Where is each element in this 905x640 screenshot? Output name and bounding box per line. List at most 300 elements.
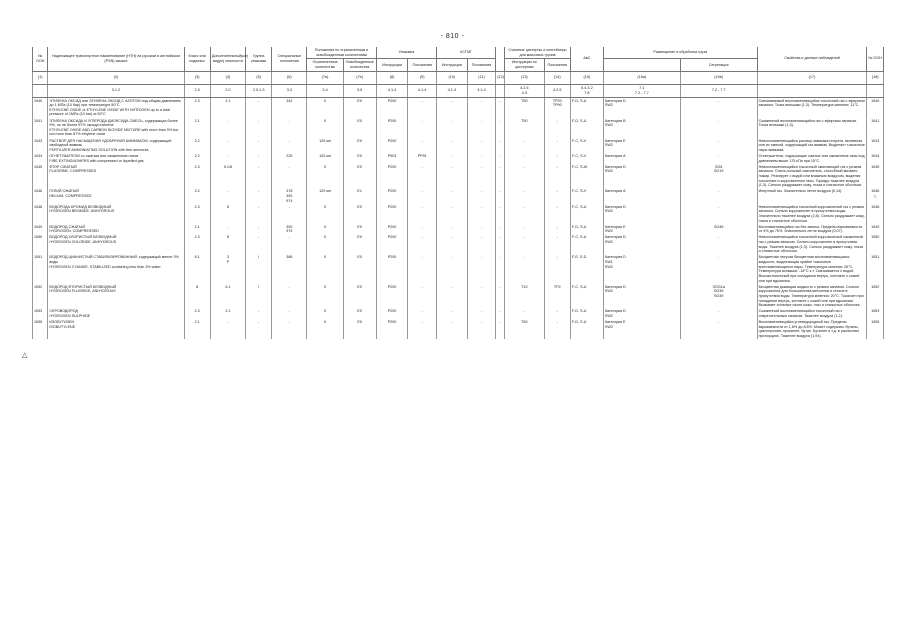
cell-packing-instr: P200 [376,224,408,235]
cell-subsidiary-risk: - [210,224,245,235]
cell-shipping-name: ВОДОРОД ХЛОРИСТЫЙ БЕЗВОДНЫЙ HYDROGEN CHLORIDE, ANHYDROUS [48,234,184,254]
cell-segregation: SG6 SG19 [680,164,757,189]
cell-stowage: Категория D SW2 [603,308,680,319]
header-limited: Ограниченные количества [307,59,343,71]
cell-subsidiary-risk: - [210,118,245,138]
cell-ibc-prov: - [467,153,496,164]
column-number: (10) [437,71,468,84]
cell-un-number: 1045 [33,164,48,189]
cell-tank-instr: T50 [505,319,545,339]
cell-tank-prov: - [544,153,570,164]
cell-subsidiary-risk: - [210,188,245,203]
cell-un-number: 1041 [33,118,48,138]
cell-ems: F-C, S-V [570,188,603,203]
cell-ibc-instr: - [437,234,468,254]
cell-tank-prov: - [544,224,570,235]
cell-tank-prov: - [544,138,570,153]
cell-special-provisions: - [272,319,307,339]
cell-stowage: Категория A [603,188,680,203]
cell-packing-group: I [245,284,271,309]
cell-class: 2.3 [184,204,210,224]
cell-tank-prov: - [544,319,570,339]
cell-blank: - [496,164,505,189]
column-number: (2) [48,71,184,84]
cell-ibc-prov: - [467,254,496,283]
cell-segregation: - [680,188,757,203]
cell-excepted-qty: E0 [343,153,376,164]
column-reference [757,84,867,97]
column-reference: 2.0.1.3 [245,84,271,97]
cell-excepted-qty: E0 [343,234,376,254]
table-row [33,138,884,153]
cell-limited-qty: 0 [307,284,343,309]
header-stowage: Размещение и обработка груза [603,47,757,59]
column-reference: 2.0 [184,84,210,97]
cell-un-number: 1043 [33,138,48,153]
cell-class: 2.3 [184,234,210,254]
cell-segregation: - [680,234,757,254]
cell-un-number-right: 1055 [867,319,884,339]
cell-properties: Сжиженный воспламеняющийся токсичный газ с отвратительным запахом. Тяжелее воздуха (1,2). [757,308,867,319]
cell-shipping-name: ФТОР СЖАТЫЙ FLUORINE, COMPRESSED [48,164,184,189]
cell-subsidiary-risk: 3 P [210,254,245,283]
cell-shipping-name: ВОДОРОДА БРОМИД БЕЗВОДНЫЙ HYDROGEN BROMIDE, ANHYDROUS [48,204,184,224]
cell-packing-group: - [245,153,271,164]
cell-un-number: 1052 [33,284,48,309]
cell-blank: - [496,308,505,319]
cell-ems: F-C, S-V [570,153,603,164]
cell-special-provisions: - [272,284,307,309]
cell-special-provisions: 378 392 974 [272,188,307,203]
cell-packing-group: - [245,164,271,189]
column-number-row [33,71,884,84]
column-number: (9) [408,71,437,84]
cell-packing-instr: P200 [376,138,408,153]
header-tanks: Съемные цистерны и контейнеры для массовых грузов [505,47,571,59]
cell-ibc-instr: - [437,204,468,224]
cell-class: 2.3 [184,308,210,319]
cell-shipping-name: ВОДОРОД ФТОРИСТЫЙ БЕЗВОДНЫЙ HYDROGEN FLUORIDE, ANHYDROUS [48,284,184,309]
cell-ems: F-C, S-U [570,234,603,254]
cell-stowage: Категория B SW2 [603,118,680,138]
cell-class: 6.1 [184,254,210,283]
cell-shipping-name: РАСТВОР ДЛЯ НАСЫЩЕНИЯ УДОБРЕНИЯ АММИАКОМ, содержащий свободный аммиак FERTILIZER AMMONIATING SOLUTION with free ammonia [48,138,184,153]
cell-packing-prov: - [408,308,437,319]
column-number: (6) [272,71,307,84]
cell-limited-qty: 0 [307,97,343,118]
cell-un-number-right: 1050 [867,234,884,254]
cell-segregation: - [680,319,757,339]
cell-ibc-prov: - [467,164,496,189]
header-tank-prov: Положения [544,59,570,71]
header-un-right: № ООН [867,47,884,71]
cell-tank-instr: - [505,164,545,189]
cell-packing-group: - [245,224,271,235]
cell-ibc-instr: - [437,138,468,153]
page-number: - 810 - [440,33,465,40]
cell-tank-instr: T10 [505,284,545,309]
table-row [33,164,884,189]
cell-stowage: Категория D SW2 [603,284,680,309]
cell-properties: Невоспламеняющийся раствор аммиака нитрата, мочевины или их смесей, содержащий газ аммиак. Выделяет токсичные пары аммиака. [757,138,867,153]
table-row [33,153,884,164]
column-reference: 3.4 [307,84,343,97]
cell-packing-instr: P200 [376,308,408,319]
cell-limited-qty: 0 [307,234,343,254]
cell-shipping-name: ВОДОРОД СЖАТЫЙ HYDROGEN, COMPRESSED [48,224,184,235]
header-properties: Свойства и данные наблюдений [757,47,867,71]
cell-shipping-name: ЭТИЛЕНА ОКСИДА И УГЛЕРОДА ДИОКСИДА СМЕСЬ, содержащая более 9%, но не более 87% оксида этилена ETHYLENE OXIDE AND CARBON DIOXIDE MIXTURE with more than 9% but not more than 87% ethylene oxide [48,118,184,138]
cell-properties: Невоспламеняющийся токсичный коррозионный сжиженный газ с резким запахом. Сильно коррозионен в присутствии воды. Тяжелее воздуха (1,3). Сильно раздражает кожу, глаза и слизистые оболочки. [757,234,867,254]
cell-blank: - [496,284,505,309]
cell-un-number: 1053 [33,308,48,319]
cell-ems: F-E, S-D [570,254,603,283]
cell-blank: - [496,254,505,283]
column-number: (14) [544,71,570,84]
cell-ibc-instr: - [437,153,468,164]
cell-tank-prov: - [544,308,570,319]
cell-class: 2.2 [184,153,210,164]
column-reference: 3.5 [343,84,376,97]
cell-packing-group: - [245,97,271,118]
cell-ems: F-D, S-U [570,97,603,118]
cell-special-provisions: - [272,118,307,138]
cell-tank-prov: TP2 [544,284,570,309]
table-row [33,254,884,283]
cell-tank-instr: - [505,254,545,283]
cell-tank-prov: TP20 TP90 [544,97,570,118]
table-row [33,204,884,224]
header-packaging: Упаковка [376,47,436,59]
cell-properties: Невоспламеняющийся токсичный коррозионный газ с резким запахом. Сильно коррозионен в присутствии воды. Значительно тяжелее воздуха (2,8). Сильно раздражает кожу, глаза и слизистые оболочки. [757,204,867,224]
cell-class: 2.3 [184,164,210,189]
cell-stowage: Категория D SW2 [603,164,680,189]
cell-ems: F-C, S-U [570,284,603,309]
column-reference: 4.1.4 [408,84,437,97]
cell-blank: - [496,153,505,164]
cell-packing-group: - [245,234,271,254]
cell-packing-prov: - [408,204,437,224]
cell-ibc-instr: - [437,284,468,309]
cell-class: 2.1 [184,319,210,339]
cell-tank-prov: - [544,118,570,138]
cell-segregation: - [680,153,757,164]
cell-blank: - [496,188,505,203]
cell-excepted-qty: E0 [343,138,376,153]
header-tank-instr: Инструкции по цистернам [505,59,545,71]
cell-un-number: 1048 [33,204,48,224]
column-number: (3) [184,71,210,84]
cell-packing-group: I [245,254,271,283]
column-number: (7b) [343,71,376,84]
column-reference: 3.1.2 [48,84,184,97]
cell-tank-instr: - [505,188,545,203]
cell-shipping-name: ИЗОБУТИЛЕН ISOBUTYLENE [48,319,184,339]
cell-segregation: - [680,254,757,283]
cell-limited-qty: 0 [307,254,343,283]
cell-blank: - [496,118,505,138]
cell-packing-prov: - [408,224,437,235]
cell-shipping-name: ЭТИЛЕНА ОКСИД или ЭТИЛЕНА ОКСИД С АЗОТОМ под общим давлением до 1 МПа (10 бар) при температуре 50°C ETHYLENE OXIDE or ETHYLENE OXIDE WITH NITROGEN up to a total pressure of 1MPa (10 bar) at 50°C [48,97,184,118]
cell-limited-qty: 120 мл [307,188,343,203]
cell-blank: - [496,319,505,339]
column-number: (16a) [603,71,680,84]
cell-ibc-prov: - [467,204,496,224]
cell-tank-instr: - [505,224,545,235]
column-reference: 4.2.5 4.3 [505,84,545,97]
column-number: (5) [245,71,271,84]
cell-tank-prov: - [544,254,570,283]
header-pk-instr: Инструкции [376,59,408,71]
cell-ibc-prov: - [467,97,496,118]
cell-excepted-qty: E1 [343,188,376,203]
cell-packing-group: - [245,118,271,138]
cell-special-provisions: - [272,234,307,254]
cell-subsidiary-risk: 2.1 [210,308,245,319]
cell-excepted-qty: E0 [343,319,376,339]
cell-limited-qty: 0 [307,164,343,189]
cell-ibc-prov: - [467,188,496,203]
cell-packing-prov: - [408,254,437,283]
cell-limited-qty: 0 [307,224,343,235]
cell-packing-group: - [245,188,271,203]
cell-un-number: 1044 [33,153,48,164]
cell-excepted-qty: E0 [343,284,376,309]
cell-tank-prov: - [544,164,570,189]
cell-ibc-prov: - [467,138,496,153]
header-special-provisions: Специальные положения [272,47,307,71]
cell-subsidiary-risk: 5.1/8 [210,164,245,189]
cell-properties: Бесцветная дымящая жидкость с резким запахом. Сильно коррозионна для большинства металлов и стекла в присутствии воды. Температура кипения: 20°C. Токсичен при попадании внутрь, контакте с кожей или при вдыхании. Вызывает сильные ожоги кожи, глаз и слизистых оболочек. [757,284,867,309]
cell-properties: Инертный газ. Значительно легче воздуха (0,14). [757,188,867,203]
column-reference: 3.3 [272,84,307,97]
cell-un-number-right: 1052 [867,284,884,309]
column-reference [867,84,884,97]
cell-stowage: Категория A [603,153,680,164]
table-row [33,234,884,254]
cell-tank-instr: - [505,138,545,153]
cell-stowage: Категория D SW2 [603,204,680,224]
cell-packing-instr: P200 [376,118,408,138]
cell-un-number: 1055 [33,319,48,339]
cell-un-number-right: 1053 [867,308,884,319]
cell-limited-qty: 0 [307,308,343,319]
cell-tank-instr: T50 [505,97,545,118]
cell-un-number: 1051 [33,254,48,283]
cell-packing-instr: P200 [376,319,408,339]
cell-packing-prov: - [408,319,437,339]
cell-properties: Огнетушители, содержащие сжатые или сжиженные газы под давлением выше 175 кПа при 15°C. [757,153,867,164]
cell-ibc-instr: - [437,224,468,235]
column-number: (1) [33,71,48,84]
cell-blank: - [496,138,505,153]
cell-special-provisions: 225 [272,153,307,164]
cell-special-provisions: - [272,308,307,319]
cell-ibc-instr: - [437,308,468,319]
column-reference-row [33,84,884,97]
column-reference [33,84,48,97]
cell-ibc-instr: - [437,164,468,189]
cell-excepted-qty: E0 [343,164,376,189]
cell-tank-instr: - [505,308,545,319]
header-limited-group: Положения по ограниченным и освобожденным количествам [307,47,376,59]
cell-packing-instr: P200 [376,234,408,254]
cell-subsidiary-risk: - [210,138,245,153]
header-segregation: Сегрегация [680,59,757,71]
cell-packing-prov: - [408,138,437,153]
column-number: (17) [757,71,867,84]
column-reference [496,84,505,97]
cell-segregation: SGG1a SG36 SG49 [680,284,757,309]
header-subsidiary: Дополнительный(ые) вид(ы) опасности [210,47,245,71]
table-row [33,284,884,309]
column-reference: 4.1.4 [467,84,496,97]
cell-ems: F-C, S-U [570,204,603,224]
cell-segregation: - [680,138,757,153]
cell-class: 8 [184,284,210,309]
cell-un-number-right: 1044 [867,153,884,164]
cell-limited-qty: 0 [307,204,343,224]
cell-un-number: 1050 [33,234,48,254]
cell-shipping-name: ВОДОРОД ЦИАНИСТЫЙ СТАБИЛИЗИРОВАННЫЙ, содержащий менее 3% воды HYDROGEN CYANIDE, STABILIZED containing less than 3% water [48,254,184,283]
cell-ibc-prov: - [467,319,496,339]
cell-segregation: - [680,97,757,118]
cell-un-number: 1049 [33,224,48,235]
column-number: (12) [496,71,505,84]
cell-shipping-name: ОГНЕТУШИТЕЛИ со сжатым или сжиженным газом FIRE EXTINGUISHERS with compressed or liquefied gas [48,153,184,164]
header-pk-prov: Положения [408,59,437,71]
column-number: (8) [376,71,408,84]
cell-un-number-right: 1045 [867,164,884,189]
cell-un-number: 1046 [33,188,48,203]
cell-properties: Невоспламеняющийся токсичный окисляющий газ с резким запахом. Очень сильный окислитель, способный вызвать пожар. Реагирует с водой или влажным воздухом, выделяя токсичные и коррозионные газы. Гораздо тяжелее воздуха (1,3). Сильно раздражает кожу, глаза и слизистые оболочки. [757,164,867,189]
column-number: (18) [867,71,884,84]
cell-un-number-right: 1051 [867,254,884,283]
cell-ems: F-D, S-U [570,308,603,319]
column-reference: 5.4.3.2 7.8 [570,84,603,97]
cell-packing-group: - [245,204,271,224]
cell-subsidiary-risk: - [210,153,245,164]
cell-subsidiary-risk: 2.1 [210,97,245,118]
cell-special-provisions: 392 974 [272,224,307,235]
cell-subsidiary-risk: 6.1 [210,284,245,309]
cell-segregation: - [680,308,757,319]
cell-shipping-name: СЕРОВОДОРОД HYDROGEN SULPHIDE [48,308,184,319]
cell-packing-group: - [245,319,271,339]
cell-tank-instr: - [505,204,545,224]
header-class: Класс или подкласс [184,47,210,71]
table-row [33,118,884,138]
cell-packing-instr: P200 [376,164,408,189]
cell-special-provisions: - [272,204,307,224]
cell-packing-prov: - [408,188,437,203]
table-row [33,97,884,118]
header-un: № ООН [33,47,48,71]
cell-subsidiary-risk: 8 [210,234,245,254]
cell-ibc-instr: - [437,97,468,118]
cell-properties: Воспламеняющийся газ без запаха. Пределы взрываемости от 4% до 75%. Значительно легче воздуха (0,07). [757,224,867,235]
cell-class: 2.3 [184,97,210,118]
cell-packing-prov: PP91 [408,153,437,164]
column-reference: 4.1.4 [376,84,408,97]
cell-stowage: Категория E SW2 [603,319,680,339]
cell-stowage: Категория D SW1 SW2 [603,254,680,283]
cell-un-number-right: 1041 [867,118,884,138]
header-packing-group: Группа упаковки [245,47,271,71]
cell-blank: - [496,97,505,118]
column-reference: 7.1 7.2 - 7.7 [603,84,680,97]
table-row [33,319,884,339]
column-number: (13) [505,71,545,84]
table-row [33,188,884,203]
cell-packing-prov: - [408,97,437,118]
header-ems: АвС [570,47,603,71]
column-number: (11) [467,71,496,84]
table-row [33,308,884,319]
cell-blank: - [496,234,505,254]
cell-packing-instr: P003 [376,153,408,164]
cell-ems: F-D, S-U [570,118,603,138]
cell-excepted-qty: E0 [343,308,376,319]
cell-ibc-instr: - [437,118,468,138]
cell-stowage: Категория E SW2 [603,224,680,235]
dangerous-goods-list-table [32,47,884,339]
cell-properties: Бесцветная летучая бесцветная воспламеняющаяся жидкость, выделяющая крайне токсичные воспламеняющиеся пары. Температура кипения: 26°C. Температура вспышки: -18°C з.т. Смешивается с водой. Высокотоксичный при попадании внутрь, контакте с кожей или при вдыхании. [757,254,867,283]
cell-un-number-right: 1046 △ [867,188,884,203]
cell-properties: Смешиваемый воспламеняющийся токсичный газ с эфирным запахом. Точка вспышки (1,3). Температура кипения: 11°C. [757,97,867,118]
table-body [33,97,884,339]
cell-packing-group: - [245,308,271,319]
cell-packing-instr: P200 [376,204,408,224]
cell-class: 2.2 [184,188,210,203]
cell-ibc-prov: - [467,224,496,235]
cell-tank-prov: - [544,234,570,254]
cell-ibc-prov: - [467,118,496,138]
header-ibc: КСГМГ [437,47,496,59]
cell-limited-qty: 0 [307,319,343,339]
cell-ems: F-C, S-W [570,164,603,189]
cell-packing-instr: P200 [376,284,408,309]
cell-ems: F-C, S-V [570,138,603,153]
cell-special-provisions: 386 [272,254,307,283]
cell-tank-prov: - [544,188,570,203]
cell-packing-instr: P200 [376,97,408,118]
cell-blank: - [496,204,505,224]
cell-ems: F-D, S-U [570,319,603,339]
column-reference: 4.2.5 [544,84,570,97]
cell-tank-instr: T50 [505,118,545,138]
cell-excepted-qty: E0 [343,97,376,118]
cell-class: 2.1 [184,118,210,138]
cell-un-number-right: 1049 [867,224,884,235]
cell-limited-qty: 120 мл [307,153,343,164]
header-name: Надлежащее транспортное наименование (НТН) на русском и английском (PSN) языках [48,47,184,71]
cell-packing-prov: - [408,118,437,138]
header-excepted: Освобожденные количества [343,59,376,71]
cell-packing-prov: - [408,164,437,189]
change-marker-icon: △ [873,193,877,198]
cell-special-provisions: - [272,138,307,153]
cell-shipping-name: ГЕЛИЙ СЖАТЫЙ HELIUM, COMPRESSED [48,188,184,203]
cell-properties: Сжиженный воспламеняющийся газ с эфирным запахом. Точка вспышки (1,3). [757,118,867,138]
cell-ibc-prov: - [467,234,496,254]
table-row [33,224,884,235]
cell-stowage: Категория D SW2 [603,97,680,118]
column-number: (4) [210,71,245,84]
cell-excepted-qty: E0 [343,224,376,235]
cell-class: 2.1 [184,224,210,235]
cell-subsidiary-risk: 8 [210,204,245,224]
